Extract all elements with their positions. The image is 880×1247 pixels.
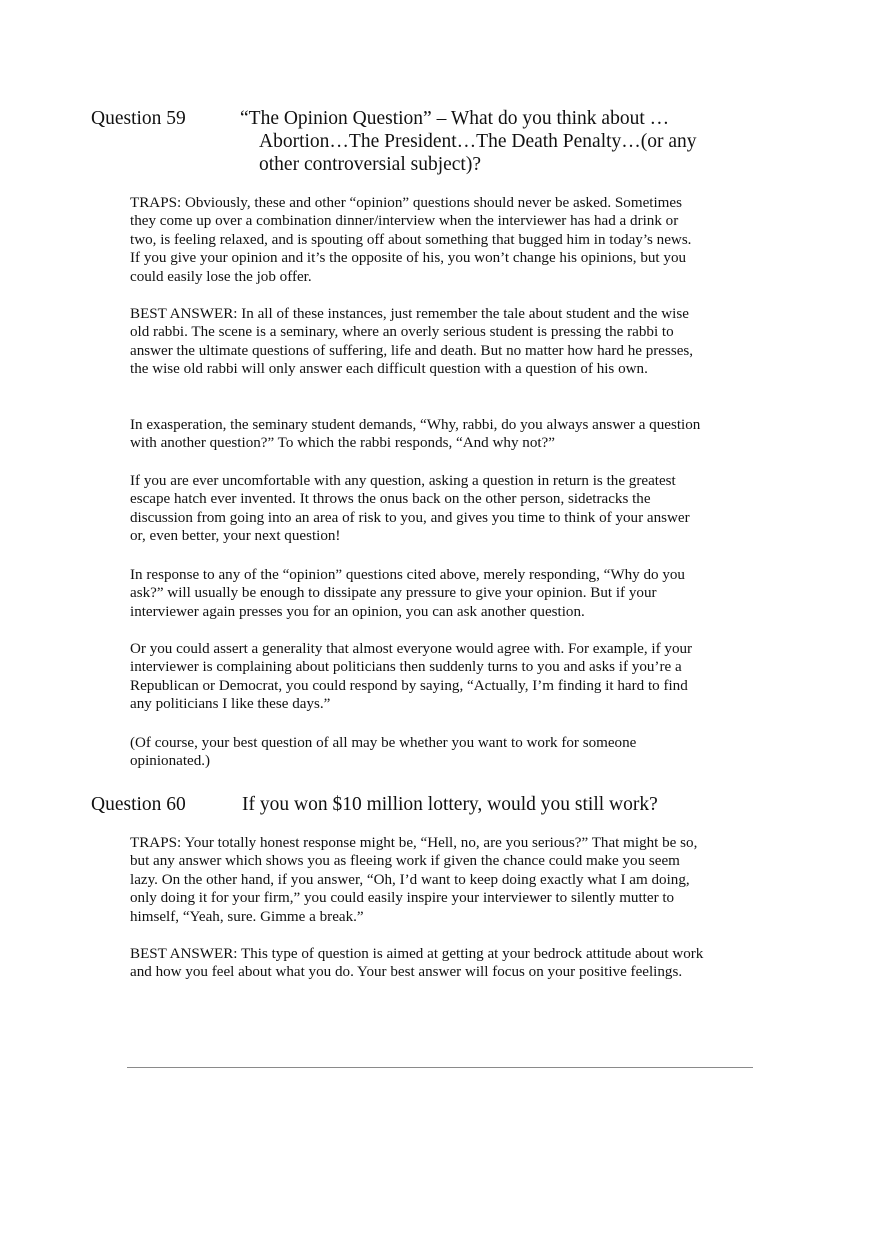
body-paragraph: In exasperation, the seminary student demands, “Why, rabbi, do you always answer a question with another question?” To which the rabbi responds, “And why not?” (130, 417, 701, 452)
question-title: “The Opinion Question” – What do you think about …Abortion…The President…The Death Penalty…(or any other controversial subject)? (240, 108, 697, 175)
traps-paragraph: TRAPS: Obviously, these and other “opinion” questions should never be asked. Sometimes they come up over a combination dinner/interview when the interviewer has had a drink or two, is feeling relaxed, and is spouting off about something that bugged him in today’s news. If you give your opinion and it’s the opposite of his, you won’t change his opinions, but you could easily lose the job offer. (130, 195, 692, 285)
body-paragraph: In response to any of the “opinion” questions cited above, merely responding, “Why do you ask?” will usually be enough to dissipate any pressure to give your opinion. But if your interviewer again presses you for an opinion, you can ask another question. (130, 567, 685, 620)
best-answer-paragraph: BEST ANSWER: This type of question is aimed at getting at your bedrock attitude about work and how you feel about what you do. Your best answer will focus on your positive feelings. (130, 946, 704, 981)
traps-paragraph: TRAPS: Your totally honest response might be, “Hell, no, are you serious?” That might be so, but any answer which shows you as fleeing work if given the chance could make you seem lazy. On the other hand, if you answer, “Oh, I’d want to keep doing exactly what I am doing, only doing it for your firm,” you could easily inspire your interviewer to silently mutter to himself, “Yeah, sure. Gimme a break.” (130, 835, 698, 925)
footer-divider (127, 1067, 753, 1068)
question-number: Question 59 (91, 108, 186, 129)
body-paragraph: (Of course, your best question of all may be whether you want to work for someone opinionated.) (130, 735, 637, 770)
question-title: If you won $10 million lottery, would you still work? (242, 794, 658, 815)
question-number: Question 60 (91, 794, 186, 815)
body-paragraph: Or you could assert a generality that almost everyone would agree with. For example, if your interviewer is complaining about politicians then suddenly turns to you and asks if you’re a Republican or Democrat, you could respond by saying, “Actually, I’m finding it hard to find any politicians I like these days.” (130, 641, 693, 713)
body-paragraph: If you are ever uncomfortable with any question, asking a question in return is the greatest escape hatch ever invented. It throws the onus back on the other person, sidetracks the discussion from going into an area of risk to you, and gives you time to think of your answer or, even better, your next question! (130, 473, 690, 545)
best-answer-paragraph: BEST ANSWER: In all of these instances, just remember the tale about student and the wise old rabbi. The scene is a seminary, where an overly serious student is pressing the rabbi to answer the ultimate questions of suffering, life and death. But no matter how hard he presses, the wise old rabbi will only answer each difficult question with a question of his own. (130, 306, 694, 378)
